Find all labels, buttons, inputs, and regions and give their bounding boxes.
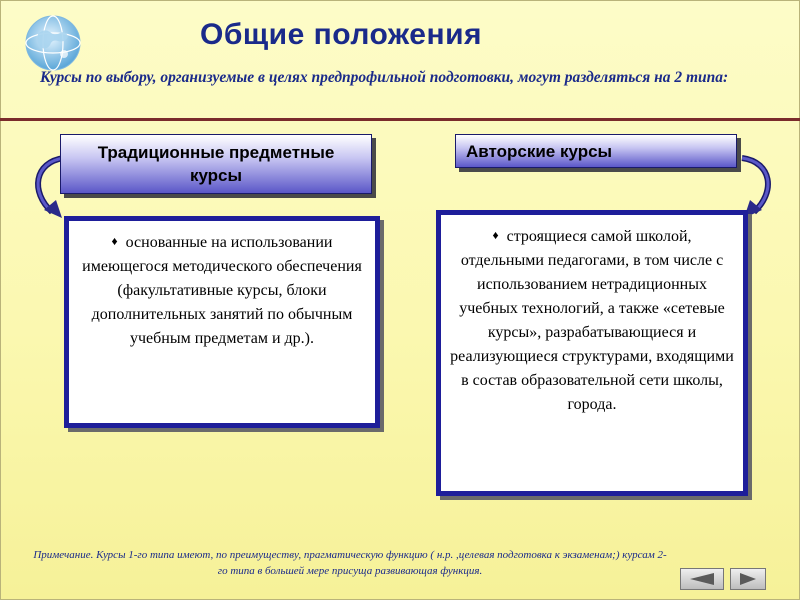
diamond-bullet-icon: ♦ (111, 234, 118, 248)
globe-logo-icon (24, 14, 82, 72)
diamond-bullet-icon: ♦ (492, 228, 499, 242)
page-title: Общие положения (200, 18, 483, 51)
page-subtitle: Курсы по выбору, организуемые в целях предпрофильной подготовки, могут разделяться на 2 типа: (40, 69, 729, 86)
card-traditional (64, 216, 380, 428)
card-author-text: строящиеся самой школой, отдельными педагогами, в том числе с использованием нетрадиционных учебных технологий, а также «сетевые курсы», разрабатывающиеся и реализующиеся структурами, входящими в состав образовательной сети школы, города. (450, 228, 734, 413)
prev-slide-button[interactable] (680, 568, 724, 590)
card-author (436, 210, 748, 496)
triangle-right-icon (738, 572, 758, 586)
type-label-author: Авторские курсы (455, 134, 737, 168)
card-traditional-text: основанные на использовании имеющегося методического обеспечения (факультативные курсы, блоки дополнительных занятий по обычным учебным предметам и др.). (82, 234, 362, 347)
slide-header (0, 0, 800, 121)
next-slide-button[interactable] (730, 568, 766, 590)
footnote: Примечание. Курсы 1-го типа имеют, по преимуществу, прагматическую функцию ( н.р. ,целевая подготовка к экзаменам;) курсам 2-го типа в большей мере присуща развивающая функция. (33, 549, 667, 577)
type-label-traditional: Традиционные предметные курсы (60, 134, 372, 194)
triangle-left-icon (688, 572, 716, 586)
